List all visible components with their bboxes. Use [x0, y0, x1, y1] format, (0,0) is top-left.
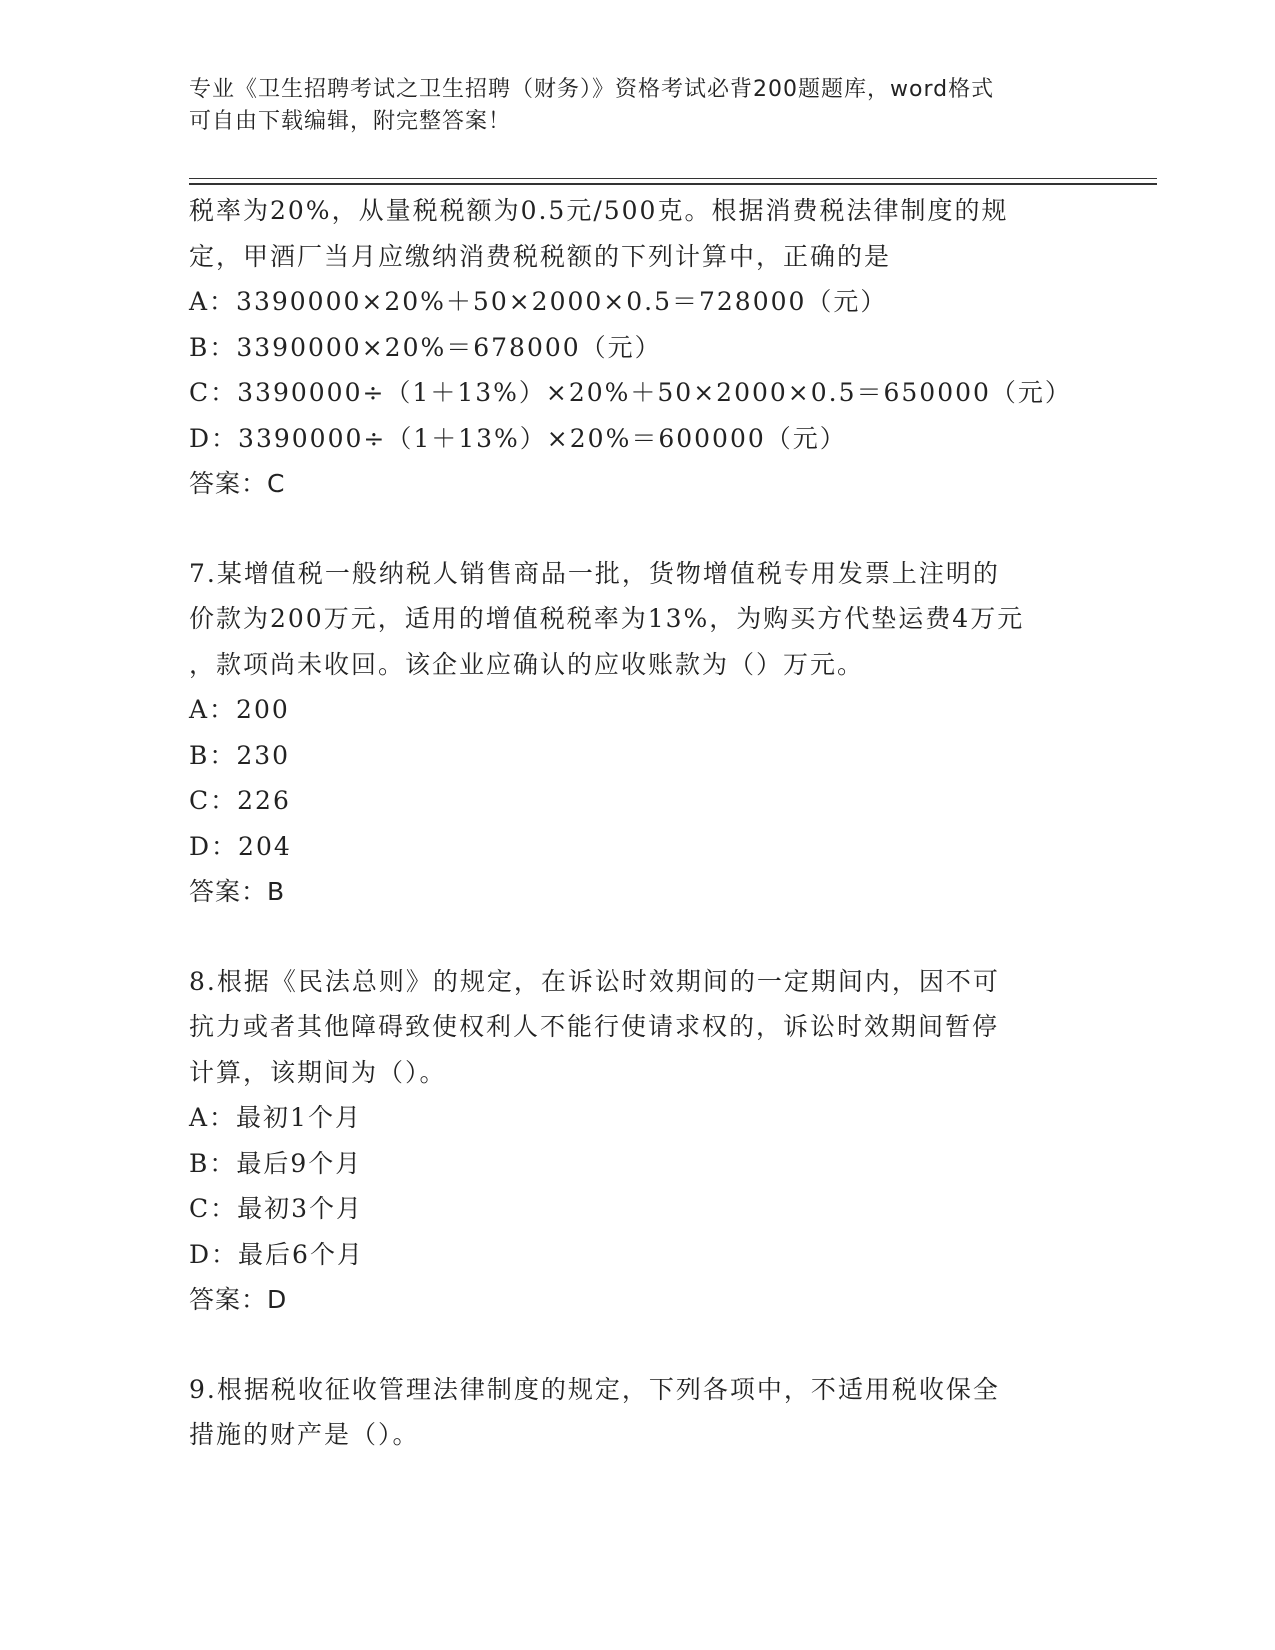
option-c: C：3390000÷（1＋13%）×20%＋50×2000×0.5＝650000（元）	[189, 378, 1072, 407]
question-stem-line: 9.根据税收征收管理法律制度的规定，下列各项中，不适用税收保全	[189, 1374, 1000, 1404]
option-d: D：204	[189, 831, 292, 861]
header-line-1: 专业《卫生招聘考试之卫生招聘（财务）》资格考试必背200题题库，word格式	[189, 77, 995, 102]
question-stem-line: 措施的财产是（）。	[189, 1420, 420, 1449]
answer-line: 答案：B	[189, 877, 286, 906]
question-stem-line: 计算，该期间为（）。	[189, 1057, 447, 1087]
question-stem-line: 定，甲酒厂当月应缴纳消费税税额的下列计算中，正确的是	[189, 241, 892, 271]
question-stem-line: 8.根据《民法总则》的规定，在诉讼时效期间的一定期间内，因不可	[189, 966, 1000, 996]
answer-line: 答案：D	[189, 1285, 288, 1314]
question-stem-line: 价款为200万元，适用的增值税税率为13%，为购买方代垫运费4万元	[189, 604, 1025, 633]
answer-line: 答案：C	[189, 469, 286, 498]
question-stem-line: 税率为20%，从量税税额为0.5元/500克。根据消费税法律制度的规	[189, 196, 1009, 225]
question-stem-line: 7.某增值税一般纳税人销售商品一批，货物增值税专用发票上注明的	[189, 558, 1000, 588]
question-stem-line: ，款项尚未收回。该企业应确认的应收账款为（）万元。	[189, 649, 865, 679]
option-b: B：最后9个月	[189, 1148, 363, 1178]
question-9	[189, 1367, 1089, 1458]
option-c: C：226	[189, 786, 291, 815]
page-content	[189, 188, 1089, 1458]
question-8	[189, 959, 1089, 1323]
option-b: B：3390000×20%＝678000（元）	[189, 332, 662, 362]
option-d: D：3390000÷（1＋13%）×20%＝600000（元）	[189, 423, 847, 453]
option-a: A：最初1个月	[189, 1103, 362, 1132]
header-rule-thin	[189, 178, 1157, 179]
header-line-2: 可自由下载编辑，附完整答案！	[189, 109, 512, 134]
document-header	[189, 74, 1089, 138]
question-7	[189, 551, 1089, 915]
option-a: A：200	[189, 695, 290, 724]
option-b: B：230	[189, 740, 291, 770]
option-d: D：最后6个月	[189, 1239, 364, 1269]
option-a: A：3390000×20%＋50×2000×0.5＝728000（元）	[189, 287, 888, 316]
option-c: C：最初3个月	[189, 1194, 364, 1223]
header-rule-thick	[189, 183, 1157, 185]
question-6	[189, 188, 1089, 507]
question-stem-line: 抗力或者其他障碍致使权利人不能行使请求权的，诉讼时效期间暂停	[189, 1012, 1000, 1041]
